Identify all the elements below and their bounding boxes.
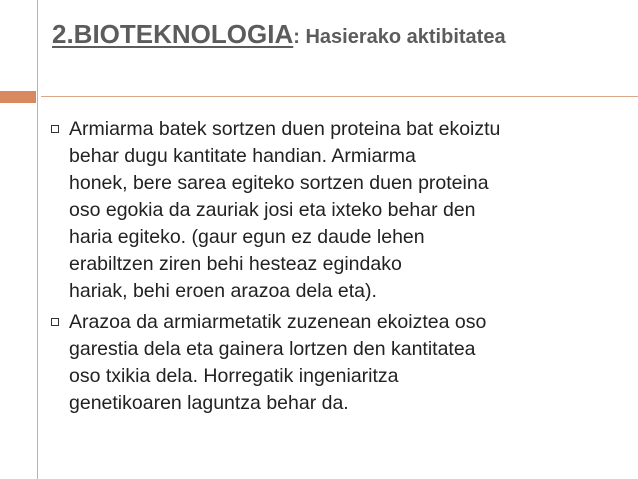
bullet-line: oso txikia dela. Horregatik ingeniaritza: [69, 365, 399, 387]
title-divider: [41, 96, 638, 97]
bullet-text: [69, 309, 629, 417]
bullet-text: [69, 116, 629, 305]
bullet-item: [49, 116, 629, 305]
bullet-item: [49, 309, 629, 417]
bullet-line: haria egiteko. (gaur egun ez daude lehen: [69, 226, 425, 248]
bullet-line: hariak, behi eroen arazoa dela eta).: [69, 280, 377, 302]
bullet-list: [49, 116, 629, 421]
bullet-line: genetikoaren laguntza behar da.: [69, 392, 349, 414]
bullet-line: Armiarma batek sortzen duen proteina bat ekoiztu: [69, 118, 501, 140]
title-subtitle: : Hasierako aktibitatea: [293, 26, 506, 48]
title-main: 2.BIOTEKNOLOGIA: [52, 19, 294, 49]
bullet-line: erabiltzen ziren behi hesteaz egindako: [69, 253, 402, 275]
accent-bar: [0, 91, 36, 103]
left-vertical-rule: [37, 0, 38, 479]
bullet-line: behar dugu kantitate handian. Armiarma: [69, 145, 416, 167]
square-bullet-icon: [51, 318, 59, 326]
slide-title: [52, 18, 612, 55]
bullet-line: Arazoa da armiarmetatik zuzenean ekoiztea oso: [69, 311, 487, 333]
square-bullet-icon: [51, 125, 59, 133]
bullet-line: garestia dela eta gainera lortzen den kantitatea: [69, 338, 476, 360]
bullet-line: honek, bere sarea egiteko sortzen duen proteina: [69, 172, 489, 194]
bullet-line: oso egokia da zauriak josi eta ixteko behar den: [69, 199, 476, 221]
